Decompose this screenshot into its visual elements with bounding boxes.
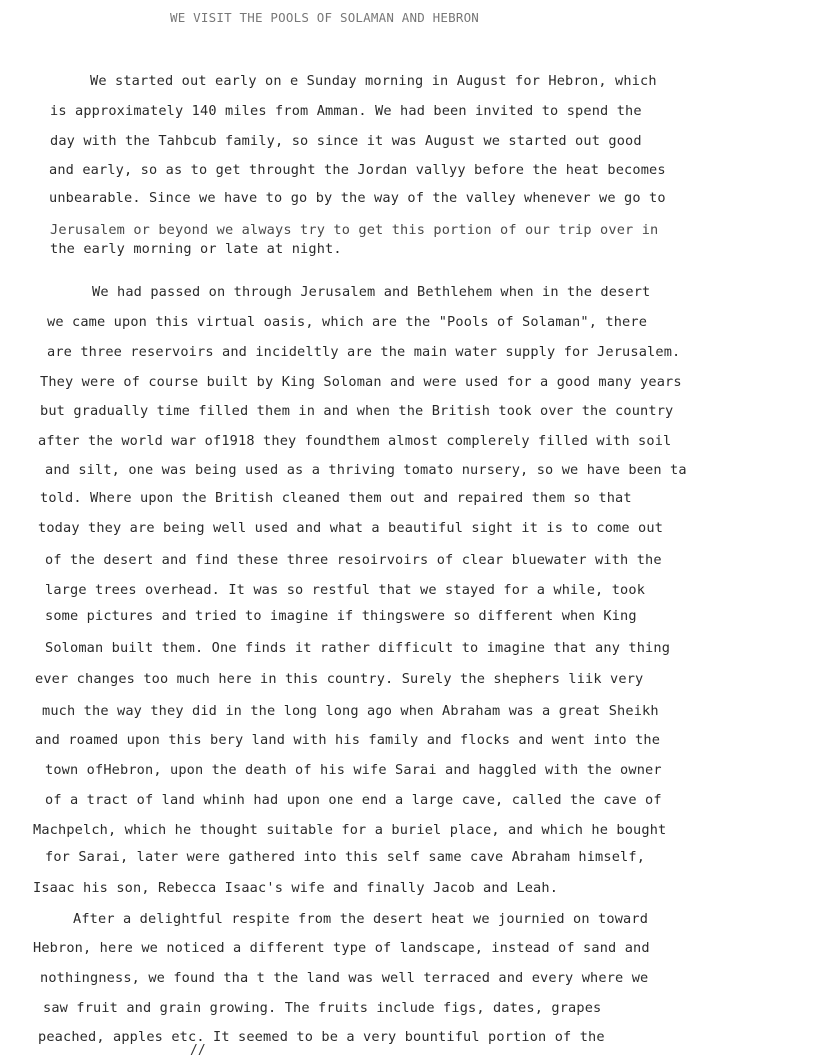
text-line: but gradually time filled them in and when the British took over the country [40,403,674,419]
text-line: large trees overhead. It was so restful that we stayed for a while, took [45,582,646,598]
text-line: after the world war of1918 they foundthem almost complerely filled with soil [38,433,672,449]
text-line: ever changes too much here in this country. Surely the shephers liik very [35,671,644,687]
text-line: Isaac his son, Rebecca Isaac's wife and finally Jacob and Leah. [33,880,559,896]
text-line: saw fruit and grain growing. The fruits include figs, dates, grapes [43,1000,602,1016]
text-line: nothingness, we found tha t the land was well terraced and every where we [40,970,649,986]
text-line: told. Where upon the British cleaned them out and repaired them so that [40,490,632,506]
text-line: They were of course built by King Soloman and were used for a good many years [40,374,682,390]
text-line: of the desert and find these three resoirvoirs of clear bluewater with the [45,552,662,568]
text-line: Hebron, here we noticed a different type of landscape, instead of sand and [33,940,650,956]
text-line: is approximately 140 miles from Amman. We had been invited to spend the [50,103,642,119]
text-line: for Sarai, later were gathered into this self same cave Abraham himself, [45,849,646,865]
text-line: peached, apples etc. It seemed to be a very bountiful portion of the [38,1029,605,1045]
text-line: day with the Tahbcub family, so since it was August we started out good [50,133,642,149]
text-line: unbearable. Since we have to go by the way of the valley whenever we go to [49,190,666,206]
text-line: much the way they did in the long long ago when Abraham was a great Sheikh [42,703,659,719]
text-line: We had passed on through Jerusalem and Bethlehem when in the desert [92,284,651,300]
text-line: town ofHebron, upon the death of his wife Sarai and haggled with the owner [45,762,662,778]
text-line: Jerusalem or beyond we always try to get this portion of our trip over in [50,222,659,238]
text-line: are three reservoirs and incideltly are the main water supply for Jerusalem. [47,344,681,360]
text-line: We started out early on e Sunday morning in August for Hebron, which [90,73,657,89]
text-line: we came upon this virtual oasis, which are the "Pools of Solaman", there [47,314,648,330]
text-line: and silt, one was being used as a thriving tomato nursery, so we have been ta [45,462,687,478]
page-title: WE VISIT THE POOLS OF SOLAMAN AND HEBRON [170,10,480,25]
handwritten-mark: // [190,1043,206,1058]
text-line: and early, so as to get throught the Jordan vallyy before the heat becomes [49,162,666,178]
text-line: Soloman built them. One finds it rather difficult to imagine that any thing [45,640,671,656]
text-line: and roamed upon this bery land with his family and flocks and went into the [35,732,661,748]
text-line: some pictures and tried to imagine if thingswere so different when King [45,608,637,624]
text-line: of a tract of land whinh had upon one end a large cave, called the cave of [45,792,662,808]
text-line: After a delightful respite from the desert heat we journied on toward [73,911,649,927]
text-line: Machpelch, which he thought suitable for a buriel place, and which he bought [33,822,667,838]
text-line: today they are being well used and what a beautiful sight it is to come out [38,520,664,536]
text-line: the early morning or late at night. [50,241,342,257]
